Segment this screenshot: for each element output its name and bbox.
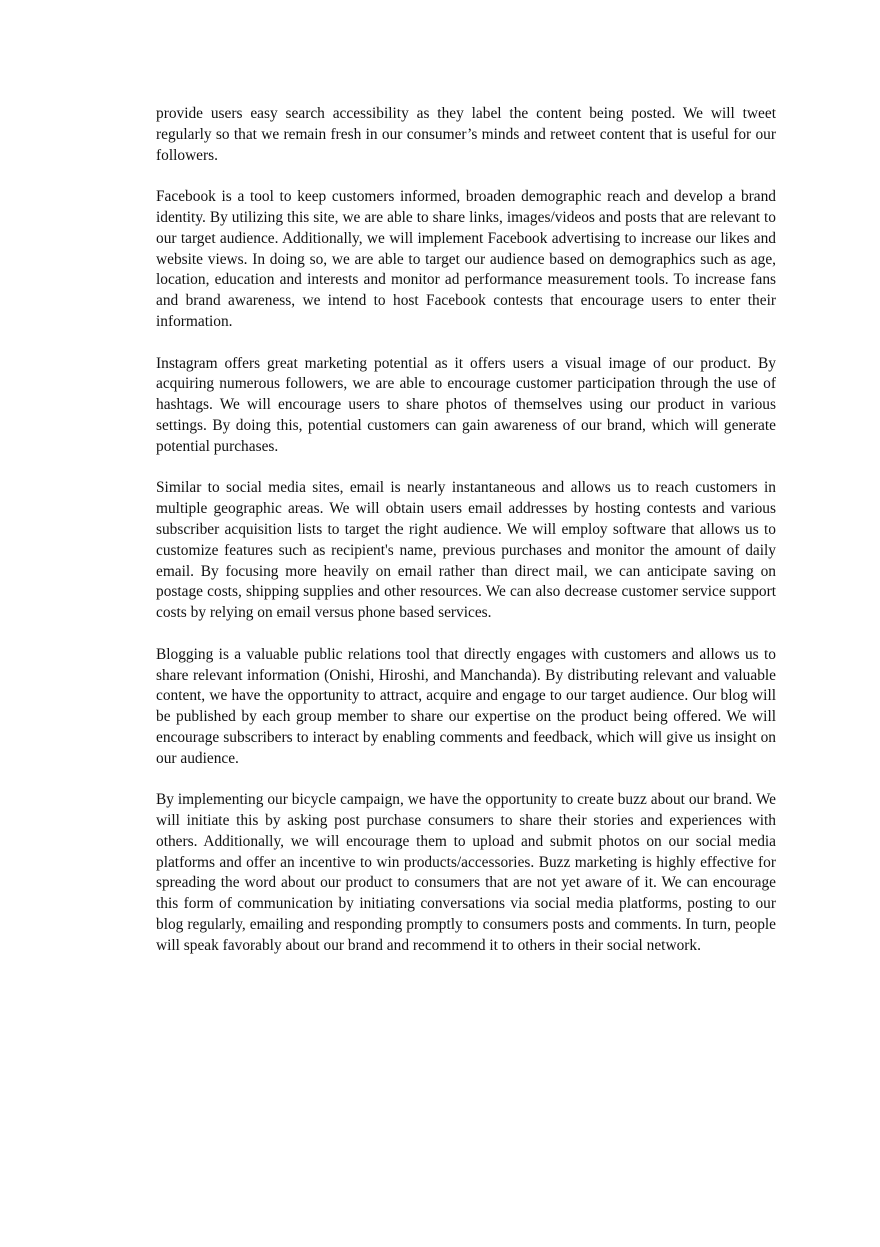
paragraph-twitter-continued: provide users easy search accessibility as they label the content being posted. We will tweet regularly so that we remain fresh in our consumer’s minds and retweet content that is useful for our followers. — [156, 105, 776, 164]
paragraph-buzz-marketing: By implementing our bicycle campaign, we have the opportunity to create buzz about our brand. We will initiate this by asking post purchase consumers to share their stories and experiences with others. Additionally, we will encourage them to upload and submit photos on our social media platforms and offer an incentive to win products/accessories. Buzz marketing is highly effective for spreading the word about our product to consumers that are not yet aware of it. We can encourage this form of communication by initiating conversations via social media platforms, posting to our blog regularly, emailing and responding promptly to consumers posts and comments. In turn, people will speak favorably about our brand and recommend it to others in their social network. — [156, 791, 776, 954]
paragraph-email: Similar to social media sites, email is nearly instantaneous and allows us to reach customers in multiple geographic areas. We will obtain users email addresses by hosting contests and various subscriber acquisition lists to target the right audience. We will employ software that allows us to customize features such as recipient's name, previous purchases and monitor the amount of daily email. By focusing more heavily on email rather than direct mail, we can anticipate saving on postage costs, shipping supplies and other resources. We can also decrease customer service support costs by relying on email versus phone based services. — [156, 479, 776, 622]
paragraph-blogging: Blogging is a valuable public relations tool that directly engages with customers and allows us to share relevant information (Onishi, Hiroshi, and Manchanda). By distributing relevant and valuable content, we have the opportunity to attract, acquire and engage to our target audience. Our blog will be published by each group member to share our expertise on the product being offered. We will encourage subscribers to interact by enabling comments and feedback, which will give us insight on our audience. — [156, 645, 776, 767]
paragraph-facebook: Facebook is a tool to keep customers informed, broaden demographic reach and develop a brand identity. By utilizing this site, we are able to share links, images/videos and posts that are relevant to our target audience. Additionally, we will implement Facebook advertising to increase our likes and website views. In doing so, we are able to target our audience based on demographics such as age, location, education and interests and monitor ad performance measurement tools. To increase fans and brand awareness, we intend to host Facebook contests that encourage users to enter their information. — [156, 188, 776, 330]
document-body — [156, 104, 776, 977]
paragraph-instagram: Instagram offers great marketing potential as it offers users a visual image of our product. By acquiring numerous followers, we are able to encourage customer participation through the use of hashtags. We will encourage users to share photos of themselves using our product in various settings. By doing this, potential customers can gain awareness of our brand, which will generate potential purchases. — [156, 354, 776, 455]
